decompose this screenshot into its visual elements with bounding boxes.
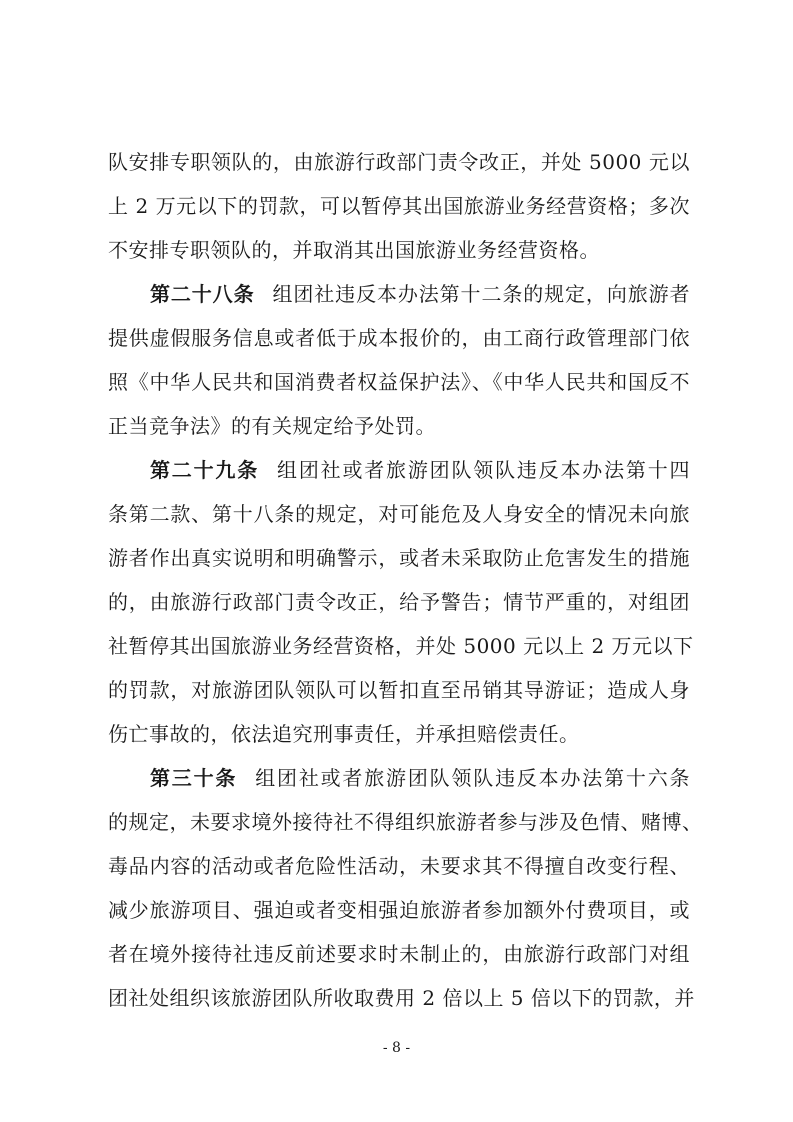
text-line: 照《中华人民共和国消费者权益保护法》、《中华人民共和国反不 — [108, 370, 690, 394]
article-29-first-line — [108, 448, 690, 492]
text-line: 上 2 万元以下的罚款，可以暂停其出国旅游业务经营资格；多次 — [108, 194, 690, 218]
text-line: 毒品内容的活动或者危险性活动，未要求其不得擅自改变行程、 — [108, 854, 690, 878]
article-number: 第二十九条 — [150, 458, 260, 482]
text-line: 减少旅游项目、强迫或者变相强迫旅游者参加额外付费项目，或 — [108, 898, 690, 922]
text-line: 团社处组织该旅游团队所收取费用 2 倍以上 5 倍以下的罚款，并 — [108, 986, 695, 1010]
text-line: 正当竞争法》的有关规定给予处罚。 — [108, 414, 436, 438]
text-line: 不安排专职领队的，并取消其出国旅游业务经营资格。 — [108, 238, 600, 262]
text-line: 组团社违反本办法第十二条的规定，向旅游者 — [272, 282, 691, 306]
text-line: 游者作出真实说明和明确警示，或者未采取防止危害发生的措施 — [108, 546, 690, 570]
text-line: 组团社或者旅游团队领队违反本办法第十六条 — [255, 766, 691, 790]
text-line: 者在境外接待社违反前述要求时未制止的，由旅游行政部门对组 — [108, 942, 690, 966]
text-line: 提供虚假服务信息或者低于成本报价的，由工商行政管理部门依 — [108, 326, 690, 350]
text-line: 队安排专职领队的，由旅游行政部门责令改正，并处 5000 元以 — [108, 150, 690, 174]
text-line: 组团社或者旅游团队领队违反本办法第十四 — [277, 458, 691, 482]
text-line: 的规定，未要求境外接待社不得组织旅游者参与涉及色情、赌博、 — [108, 810, 703, 834]
text-line: 的，由旅游行政部门责令改正，给予警告；情节严重的，对组团 — [108, 590, 690, 614]
article-number: 第二十八条 — [150, 282, 255, 306]
page-number: - 8 - — [382, 1040, 411, 1056]
article-number: 第三十条 — [150, 766, 238, 790]
article-30-first-line — [108, 756, 690, 800]
text-line: 伤亡事故的，依法追究刑事责任，并承担赔偿责任。 — [108, 722, 580, 746]
article-28-first-line — [108, 272, 690, 316]
text-line: 条第二款、第十八条的规定，对可能危及人身安全的情况未向旅 — [108, 502, 690, 526]
body-text — [108, 140, 703, 1020]
text-line: 的罚款，对旅游团队领队可以暂扣直至吊销其导游证；造成人身 — [108, 678, 690, 702]
text-line: 社暂停其出国旅游业务经营资格，并处 5000 元以上 2 万元以下 — [108, 634, 694, 658]
